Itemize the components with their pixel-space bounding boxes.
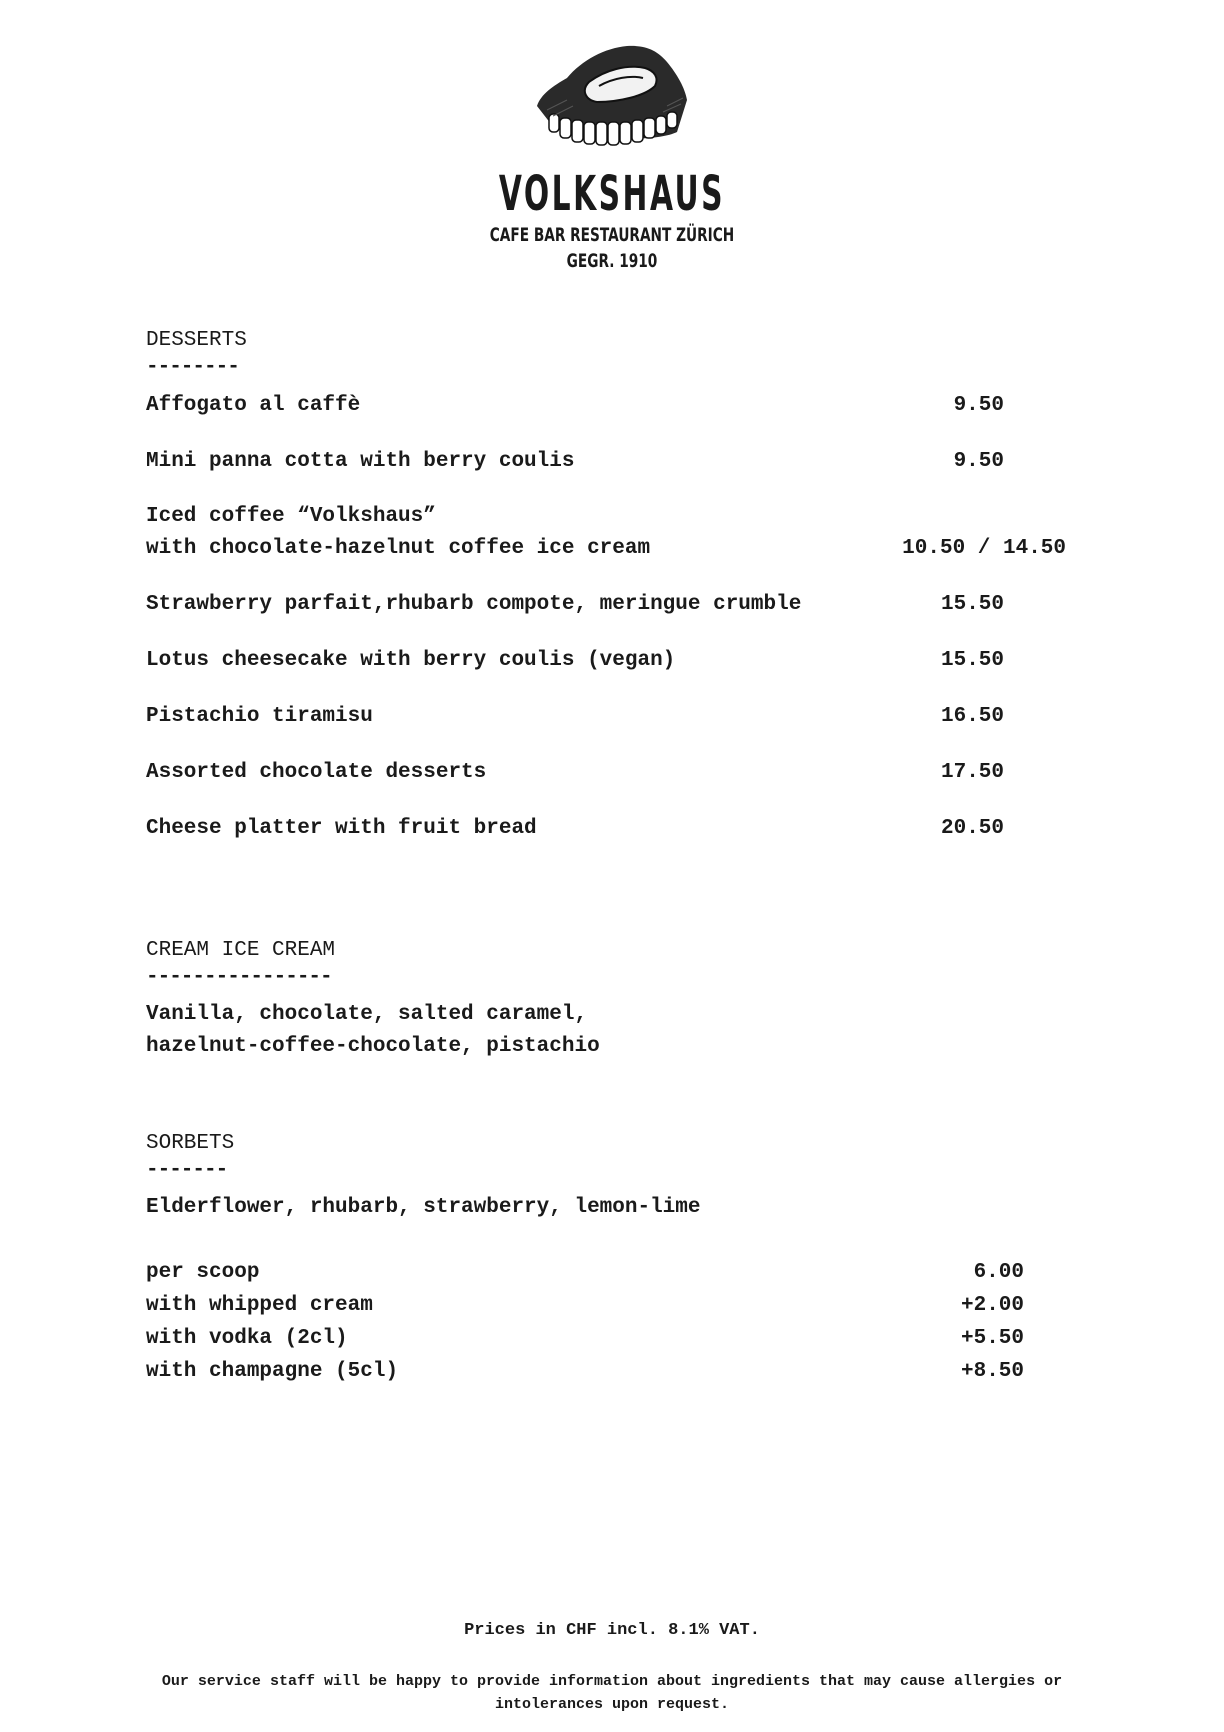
brand-subtitle: CAFE BAR RESTAURANT ZÜRICH [489,224,735,246]
section-title-desserts: DESSERTS [146,329,247,352]
allergy-note: Our service staff will be happy to provide information about ingredients that may cause allergies or intolerances upon request. [161,1673,1063,1713]
menu-item-price: 9.50 [953,394,1004,417]
menu-item-price: 17.50 [940,761,1004,784]
menu-item-name: Affogato al caffè [146,394,361,417]
sorbet-option-label: with vodka (2cl) [146,1327,348,1350]
menu-item-name: Strawberry parfait,rhubarb compote, meringue crumble [146,593,802,616]
brand-name: VOLKSHAUS [498,166,726,222]
menu-item-name: Cheese platter with fruit bread [146,817,537,840]
vat-note: Prices in CHF incl. 8.1% VAT. [464,1621,760,1640]
menu-item-name: Lotus cheesecake with berry coulis (vegan) [146,649,676,672]
sorbet-option-price: 6.00 [973,1261,1024,1284]
sorbet-option-label: with whipped cream [146,1294,373,1317]
menu-item-price: 15.50 [940,649,1004,672]
menu-item-name: Pistachio tiramisu [146,705,373,728]
section-title-sorbets: SORBETS [146,1132,235,1155]
section-rule-sorbets: ------- [146,1159,228,1182]
menu-item-price: 16.50 [940,705,1004,728]
menu-item-name-line2: with chocolate-hazelnut coffee ice cream [146,537,651,560]
section-title-ice-cream: CREAM ICE CREAM [146,939,336,962]
sorbet-option-price: +5.50 [960,1327,1024,1350]
dentures-logo-icon [527,40,697,160]
menu-item-price: 10.50 / 14.50 [902,537,1066,560]
section-rule-desserts: -------- [146,356,239,379]
ice-cream-flavours-line2: hazelnut-coffee-chocolate, pistachio [146,1035,600,1058]
sorbet-option-label: with champagne (5cl) [146,1360,399,1383]
sorbet-flavours: Elderflower, rhubarb, strawberry, lemon-lime [146,1196,701,1219]
menu-item-price: 9.50 [953,450,1004,473]
section-rule-ice-cream: ---------------- [146,966,332,989]
founded-year: GEGR. 1910 [566,250,658,272]
sorbet-option-price: +2.00 [960,1294,1024,1317]
ice-cream-flavours-line1: Vanilla, chocolate, salted caramel, [146,1003,588,1026]
sorbet-option-label: per scoop [146,1261,260,1284]
menu-item-name: Assorted chocolate desserts [146,761,487,784]
menu-item-price: 15.50 [940,593,1004,616]
menu-item-name: Mini panna cotta with berry coulis [146,450,575,473]
menu-item-name: Iced coffee “Volkshaus” [146,505,436,528]
logo [0,40,1224,160]
sorbet-option-price: +8.50 [960,1360,1024,1383]
menu-item-price: 20.50 [940,817,1004,840]
